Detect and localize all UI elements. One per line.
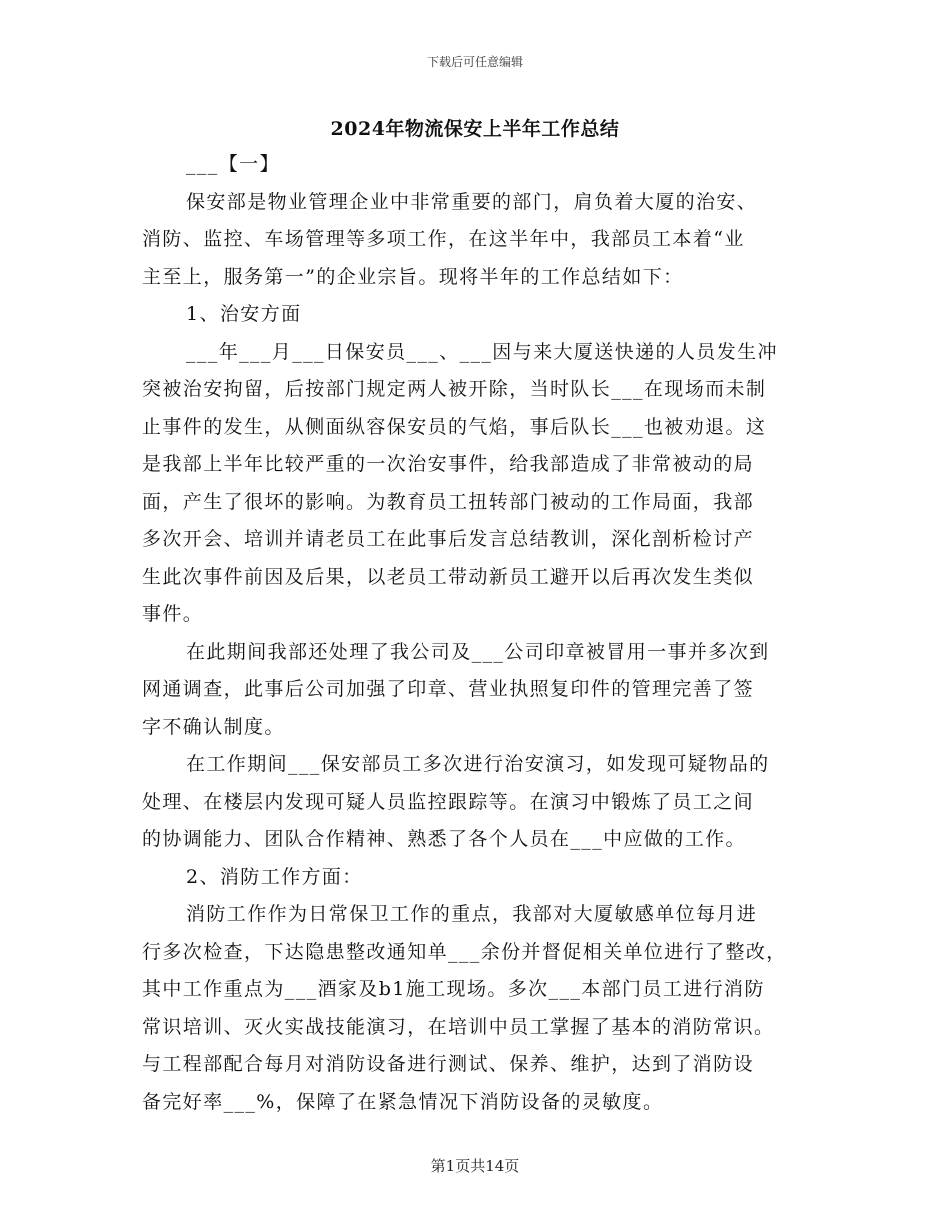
paragraph-line: 与工程部配合每月对消防设备进行测试、保养、维护，达到了消防设 — [142, 1053, 755, 1075]
paragraph-line: 字不确认制度。 — [142, 715, 285, 738]
paragraph-line: 多次开会、培训并请老员工在此事后发言总结教训，深化剖析检讨产 — [142, 528, 755, 550]
paragraph-line: 止事件的发生，从侧面纵容保安员的气焰，事后队长___也被劝退。这 — [142, 415, 767, 438]
paragraph-line: 在此期间我部还处理了我公司及___公司印章被冒用一事并多次到 — [186, 640, 770, 663]
paragraph-line: 突被治安拘留，后按部门规定两人被开除，当时队长___在现场而未制 — [142, 378, 767, 400]
paragraph-line: 事件。 — [142, 603, 204, 625]
paragraph-line: 其中工作重点为___酒家及b1施工现场。多次___本部门员工进行消防 — [142, 978, 765, 1000]
paragraph-line: 网通调查，此事后公司加强了印章、营业执照复印件的管理完善了签 — [142, 678, 755, 700]
paragraph-line: 保安部是物业管理企业中非常重要的部门，肩负着大厦的治安、 — [186, 190, 758, 213]
subsection-heading-security: 1、治安方面 — [186, 303, 302, 325]
paragraph-line: 备完好率___%，保障了在紧急情况下消防设备的灵敏度。 — [142, 1090, 664, 1113]
paragraph-line: 是我部上半年比较严重的一次治安事件，给我部造成了非常被动的局 — [142, 453, 755, 475]
paragraph-line: 消防工作作为日常保卫工作的重点，我部对大厦敏感单位每月进 — [186, 903, 758, 925]
paragraph-line: 主至上，服务第一”的企业宗旨。现将半年的工作总结如下： — [142, 265, 684, 288]
section-heading-one: ___【一】 — [186, 153, 280, 175]
paragraph-line: 处理、在楼层内发现可疑人员监控跟踪等。在演习中锻炼了员工之间 — [142, 790, 755, 813]
page-number: 第1页共14页 — [430, 1157, 520, 1175]
paragraph-line: 行多次检查，下达隐患整改通知单___余份并督促相关单位进行了整改， — [142, 940, 787, 963]
paragraph-line: 在工作期间___保安部员工多次进行治安演习，如发现可疑物品的 — [186, 753, 770, 775]
document-title: 2024年物流保安上半年工作总结 — [330, 118, 620, 140]
paragraph-line: 面，产生了很坏的影响。为教育员工扭转部门被动的工作局面，我部 — [142, 490, 755, 513]
paragraph-line: ___年___月___日保安员___、___因与来大厦送快递的人员发生冲 — [186, 340, 778, 363]
paragraph-line: 常识培训、灭火实战技能演习，在培训中员工掌握了基本的消防常识。 — [142, 1015, 775, 1038]
subsection-heading-fire: 2、消防工作方面： — [186, 865, 363, 888]
paragraph-line: 生此次事件前因及后果，以老员工带动新员工避开以后再次发生类似 — [142, 565, 755, 588]
document-body — [142, 146, 810, 1121]
paragraph-line: 的协调能力、团队合作精神、熟悉了各个人员在___中应做的工作。 — [142, 828, 746, 850]
header-note: 下载后可任意编辑 — [426, 55, 523, 69]
paragraph-line: 消防、监控、车场管理等多项工作，在这半年中，我部员工本着“业 — [142, 228, 745, 250]
